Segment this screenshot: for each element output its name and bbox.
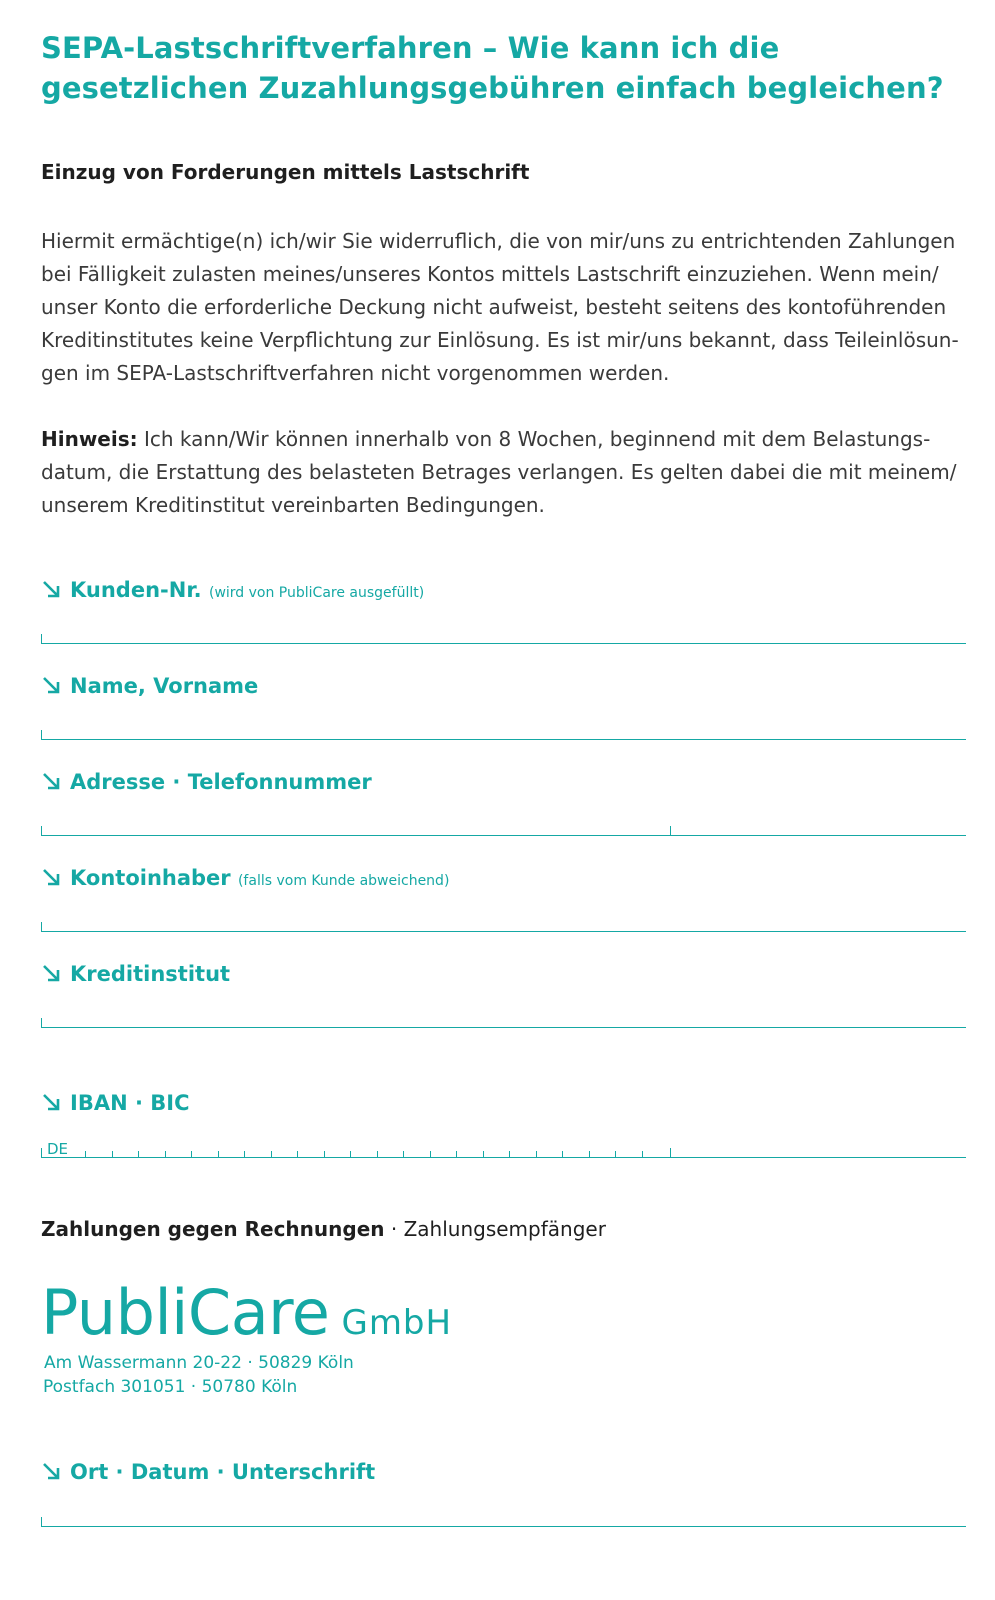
account-holder-hint: (falls vom Kunde abweichend) (237, 873, 450, 889)
account-holder-input-line[interactable] (41, 922, 966, 932)
iban-bic-divider (670, 1148, 671, 1157)
signature-label: Ort · Datum · Unterschrift (41, 1459, 375, 1485)
iban-char-tick (377, 1151, 378, 1157)
payee-heading-rest: · Zahlungsempfänger (384, 1217, 606, 1241)
iban-char-tick (350, 1151, 351, 1157)
iban-char-tick (589, 1151, 590, 1157)
customer-no-hint: (wird von PubliCare ausgefüllt) (208, 585, 425, 601)
signature-input-line[interactable] (41, 1517, 966, 1527)
page-title: SEPA-Lastschriftverfahren – Wie kann ich die gesetzlichen Zuzahlungsgebühren einfach begleichen? (41, 31, 944, 105)
notice-label: Hinweis: (41, 427, 138, 451)
notice-paragraph (41, 423, 971, 522)
section-heading: Einzug von Forderungen mittels Lastschrift (41, 160, 530, 184)
mandate-text: Hiermit ermächtige(n) ich/wir Sie widerruflich, die von mir/uns zu entrichtenden Zahlungen bei Fälligkeit zulasten meines/unseres Kontos mittels Lastschrift einzuziehen. Wenn mein/ unser Konto die erforderliche Deckung nicht aufweist, besteht seitens des kontoführenden Kreditinstitutes keine Verpflichtung zur Einlösung. Es ist mir/uns bekannt, dass Teileinlösungen im SEPA-Lastschriftverfahren nicht vorgenommen werden. (41, 229, 959, 385)
address-label: Adresse · Telefonnummer (41, 769, 372, 795)
iban-input-line[interactable] (41, 1148, 966, 1158)
bank-label: Kreditinstitut (41, 961, 230, 987)
payee-heading (41, 1217, 606, 1241)
iban-char-tick (244, 1151, 245, 1157)
bank-input-line[interactable] (41, 1018, 966, 1028)
customer-no-input-line[interactable] (41, 634, 966, 644)
account-holder-label: Kontoinhaber (falls vom Kunde abweichend) (41, 865, 449, 894)
iban-country-prefix: DE (47, 1140, 69, 1158)
arrow-down-right-icon (41, 675, 61, 695)
field-divider (670, 826, 671, 835)
payee-heading-bold: Zahlungen gegen Rechnungen (41, 1217, 385, 1241)
company-logo (41, 1278, 452, 1358)
iban-char-tick (271, 1151, 272, 1157)
notice-text: Ich kann/Wir können innerhalb von 8 Wochen, beginnend mit dem Belastungsdatum, die Erstattung des belasteten Betrages verlangen. Es gelten dabei die mit meinem/ unserem Kreditinstitut vereinbarten Bedingungen. (41, 427, 957, 517)
customer-no-label: Kunden-Nr. (wird von PubliCare ausgefüllt) (41, 577, 424, 606)
iban-char-tick (403, 1151, 404, 1157)
iban-char-tick (191, 1151, 192, 1157)
iban-char-tick (324, 1151, 325, 1157)
address-input-line[interactable] (41, 826, 966, 836)
arrow-down-right-icon (41, 771, 61, 791)
iban-char-tick (112, 1151, 113, 1157)
iban-char-tick (430, 1151, 431, 1157)
iban-char-tick (138, 1151, 139, 1157)
company-name: PubliCare (41, 1276, 330, 1349)
arrow-down-right-icon (41, 1092, 61, 1112)
iban-label: IBAN · BIC (41, 1090, 189, 1116)
arrow-down-right-icon (41, 1461, 61, 1481)
company-suffix: GmbH (341, 1303, 453, 1343)
arrow-down-right-icon (41, 867, 61, 887)
company-address-line1: Am Wassermann 20-22 · 50829 Köln (44, 1353, 354, 1373)
iban-char-tick (642, 1151, 643, 1157)
iban-char-tick (536, 1151, 537, 1157)
name-input-line[interactable] (41, 730, 966, 740)
iban-char-tick (85, 1151, 86, 1157)
name-label: Name, Vorname (41, 673, 258, 699)
iban-char-tick (218, 1151, 219, 1157)
arrow-down-right-icon (41, 579, 61, 599)
iban-char-tick (165, 1151, 166, 1157)
iban-char-tick (483, 1151, 484, 1157)
arrow-down-right-icon (41, 963, 61, 983)
iban-char-tick (509, 1151, 510, 1157)
company-address-line2: Postfach 301051 · 50780 Köln (43, 1377, 298, 1397)
iban-char-tick (297, 1151, 298, 1157)
iban-char-tick (615, 1151, 616, 1157)
iban-char-tick (562, 1151, 563, 1157)
iban-char-tick (456, 1151, 457, 1157)
